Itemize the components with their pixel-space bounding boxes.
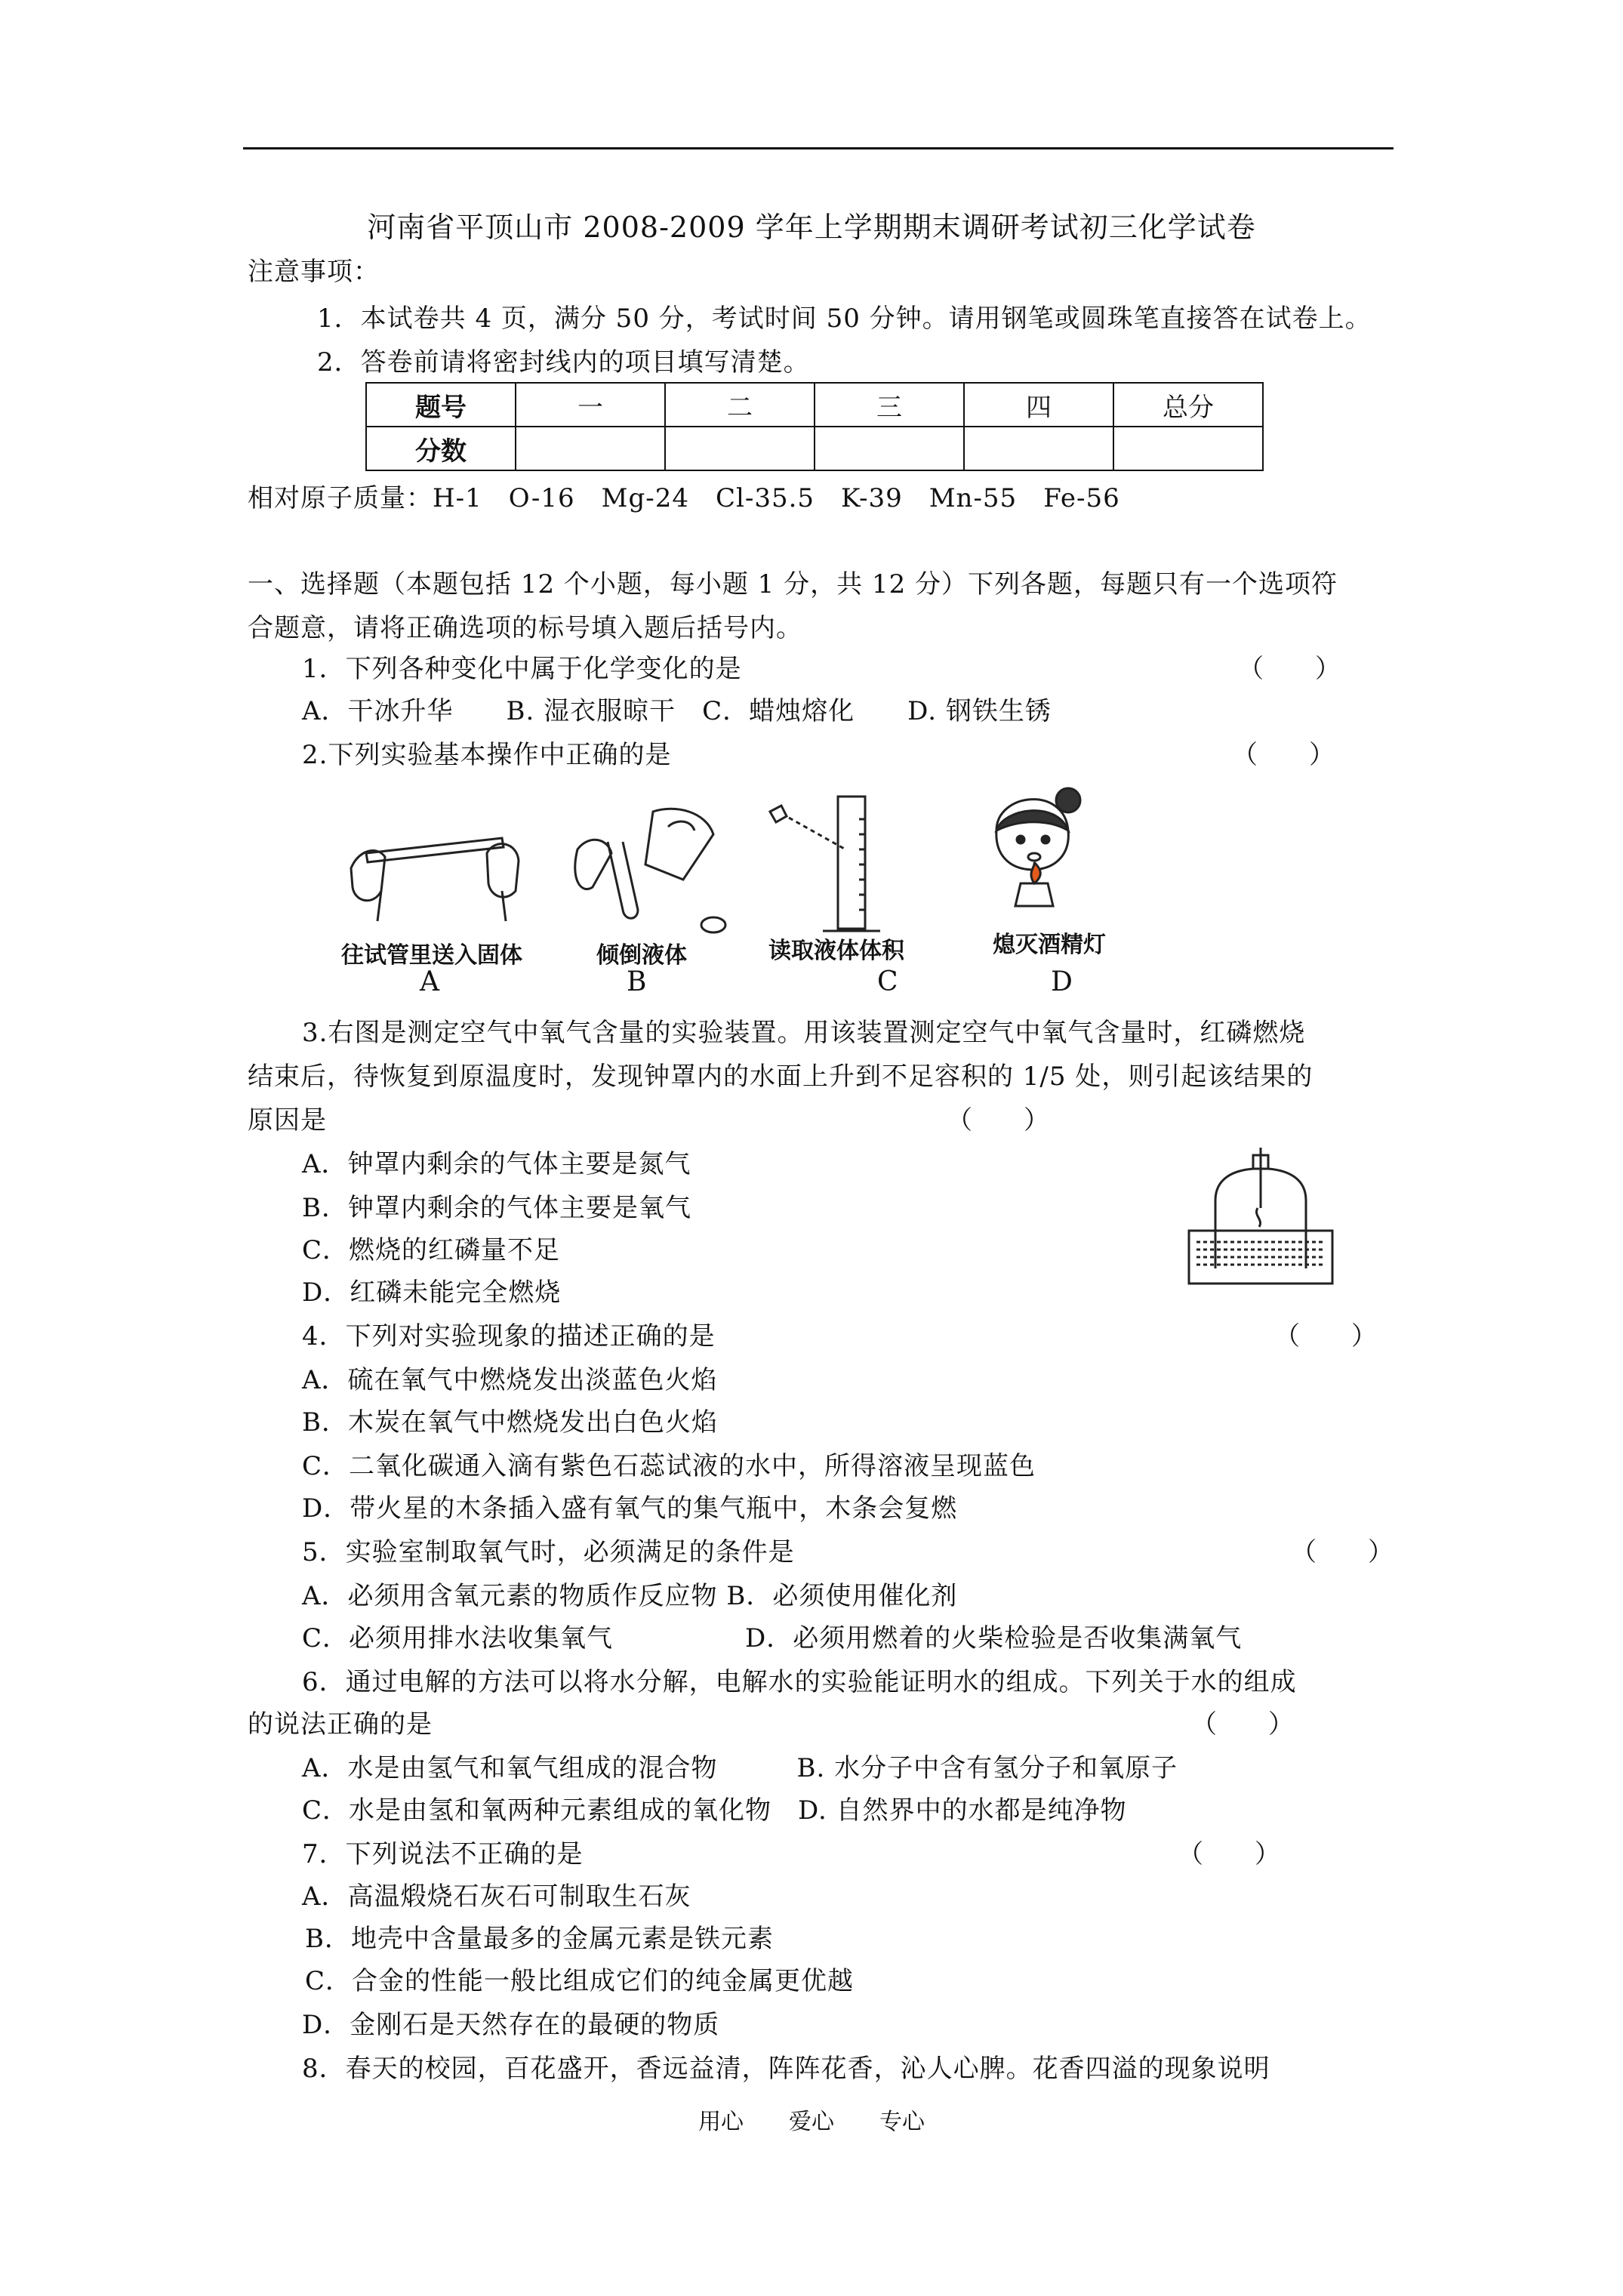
- q2-answer-paren[interactable]: （ ）: [1232, 740, 1335, 770]
- q3-option-a: A．钟罩内剩余的气体主要是氮气: [302, 1149, 691, 1179]
- score-input-cell[interactable]: [815, 427, 964, 470]
- bell-jar-apparatus-illustration: [1185, 1148, 1344, 1299]
- q7-stem: 7．下列说法不正确的是: [302, 1839, 584, 1869]
- score-input-cell[interactable]: [516, 427, 665, 470]
- fig-a-letter: A: [420, 966, 439, 997]
- fig-c-letter: C: [877, 966, 898, 997]
- score-table-header-row: [366, 383, 1263, 427]
- fig-d-caption: 熄灭酒精灯: [993, 932, 1106, 958]
- q3-option-c: C．燃烧的红磷量不足: [302, 1235, 561, 1265]
- q1-answer-paren[interactable]: （ ）: [1238, 654, 1341, 684]
- score-header-cell: 题号: [366, 383, 516, 427]
- q5-options-line1: A．必须用含氧元素的物质作反应物 B．必须使用催化剂: [302, 1581, 958, 1611]
- atomic-mass-line: 相对原子质量：H-1 O-16 Mg-24 Cl-35.5 K-39 Mn-55 Fe-56: [248, 483, 1120, 513]
- fig-c-caption: 读取液体体积: [768, 938, 904, 964]
- header-rule: [243, 147, 1394, 149]
- page-footer: 用心 爱心 专心: [698, 2109, 925, 2135]
- score-input-cell[interactable]: [665, 427, 815, 470]
- alcohol-lamp-girl-illustration: [974, 778, 1095, 929]
- q7-option-d: D．金刚石是天然存在的最硬的物质: [302, 2010, 720, 2040]
- q1-stem: 1．下列各种变化中属于化学变化的是: [302, 654, 742, 684]
- score-table: [365, 382, 1264, 471]
- q7-answer-paren[interactable]: （ ）: [1178, 1839, 1280, 1869]
- q3-line1: 3.右图是测定空气中氧气含量的实验装置。用该装置测定空气中氧气含量时，红磷燃烧: [302, 1018, 1306, 1048]
- q4-stem: 4．下列对实验现象的描述正确的是: [302, 1321, 716, 1351]
- q4-answer-paren[interactable]: （ ）: [1274, 1321, 1377, 1351]
- score-header-cell: 四: [964, 383, 1113, 427]
- q2-stem: 2.下列实验基本操作中正确的是: [302, 740, 672, 770]
- q6-options-line2: C．水是由氢和氧两种元素组成的氧化物 D. 自然界中的水都是纯净物: [302, 1795, 1127, 1826]
- q6-options-line1: A．水是由氢气和氧气组成的混合物 B. 水分子中含有氢分子和氧原子: [302, 1753, 1178, 1783]
- q5-stem: 5．实验室制取氧气时，必须满足的条件是: [302, 1537, 795, 1567]
- q7-option-b: B．地壳中含量最多的金属元素是铁元素: [305, 1924, 774, 1954]
- q6-line2: 的说法正确的是: [248, 1709, 433, 1740]
- fig-b-caption: 倾倒液体: [596, 942, 687, 969]
- q8-line1: 8．春天的校园，百花盛开，香远益清，阵阵花香，沁人心脾。花香四溢的现象说明: [302, 2054, 1270, 2084]
- graduated-cylinder-illustration: [762, 789, 913, 940]
- q7-option-a: A．高温煅烧石灰石可制取生石灰: [302, 1881, 691, 1912]
- score-input-cell[interactable]: [1113, 427, 1263, 470]
- q4-option-b: B．木炭在氧气中燃烧发出白色火焰: [302, 1407, 718, 1438]
- q5-answer-paren[interactable]: （ ）: [1291, 1537, 1394, 1567]
- q3-option-b: B．钟罩内剩余的气体主要是氧气: [302, 1193, 691, 1223]
- score-row-label: 分数: [366, 427, 516, 470]
- q3-option-d: D．红磷未能完全燃烧: [302, 1277, 562, 1308]
- fig-b-letter: B: [627, 966, 647, 997]
- score-table-value-row: [366, 427, 1263, 470]
- score-header-cell: 二: [665, 383, 815, 427]
- q3-answer-paren[interactable]: （ ）: [947, 1105, 1049, 1136]
- section1-intro-line2: 合题意，请将正确选项的标号填入题后括号内。: [248, 613, 802, 643]
- q7-option-c: C．合金的性能一般比组成它们的纯金属更优越: [305, 1966, 855, 1996]
- q3-line3: 原因是: [248, 1105, 327, 1136]
- notice-item-1: 1．本试卷共 4 页，满分 50 分，考试时间 50 分钟。请用钢笔或圆珠笔直接答在试卷上。: [317, 304, 1372, 334]
- q6-line1: 6．通过电解的方法可以将水分解，电解水的实验能证明水的组成。下列关于水的组成: [302, 1667, 1297, 1697]
- q1-options: A．干冰升华 B. 湿衣服晾干 C．蜡烛熔化 D. 钢铁生锈: [302, 696, 1052, 726]
- score-input-cell[interactable]: [964, 427, 1113, 470]
- q6-answer-paren[interactable]: （ ）: [1191, 1709, 1294, 1740]
- q5-options-line2: C．必须用排水法收集氧气 D．必须用燃着的火柴检验是否收集满氧气: [302, 1623, 1243, 1653]
- score-header-cell: 三: [815, 383, 964, 427]
- q4-option-a: A．硫在氧气中燃烧发出淡蓝色火焰: [302, 1365, 718, 1395]
- q3-line2: 结束后，待恢复到原温度时，发现钟罩内的水面上升到不足容积的 1/5 处，则引起该结果的: [248, 1062, 1313, 1092]
- section1-intro-line1: 一、选择题（本题包括 12 个小题，每小题 1 分，共 12 分）下列各题，每题只有一个选项符: [248, 569, 1338, 599]
- score-header-cell: 总分: [1113, 383, 1263, 427]
- page-title: 河南省平顶山市 2008-2009 学年上学期期末调研考试初三化学试卷: [367, 211, 1256, 244]
- q4-option-d: D．带火星的木条插入盛有氧气的集气瓶中，木条会复燃: [302, 1493, 958, 1524]
- score-header-cell: 一: [516, 383, 665, 427]
- fig-a-caption: 往试管里送入固体: [341, 942, 522, 969]
- q4-option-c: C．二氧化碳通入滴有紫色石蕊试液的水中，所得溶液呈现蓝色: [302, 1451, 1036, 1481]
- pouring-liquid-illustration: [562, 797, 736, 940]
- fig-d-letter: D: [1051, 966, 1073, 997]
- notice-label: 注意事项：: [248, 257, 380, 287]
- test-tube-solid-illustration: [343, 808, 525, 929]
- notice-item-2: 2．答卷前请将密封线内的项目填写清楚。: [317, 347, 810, 378]
